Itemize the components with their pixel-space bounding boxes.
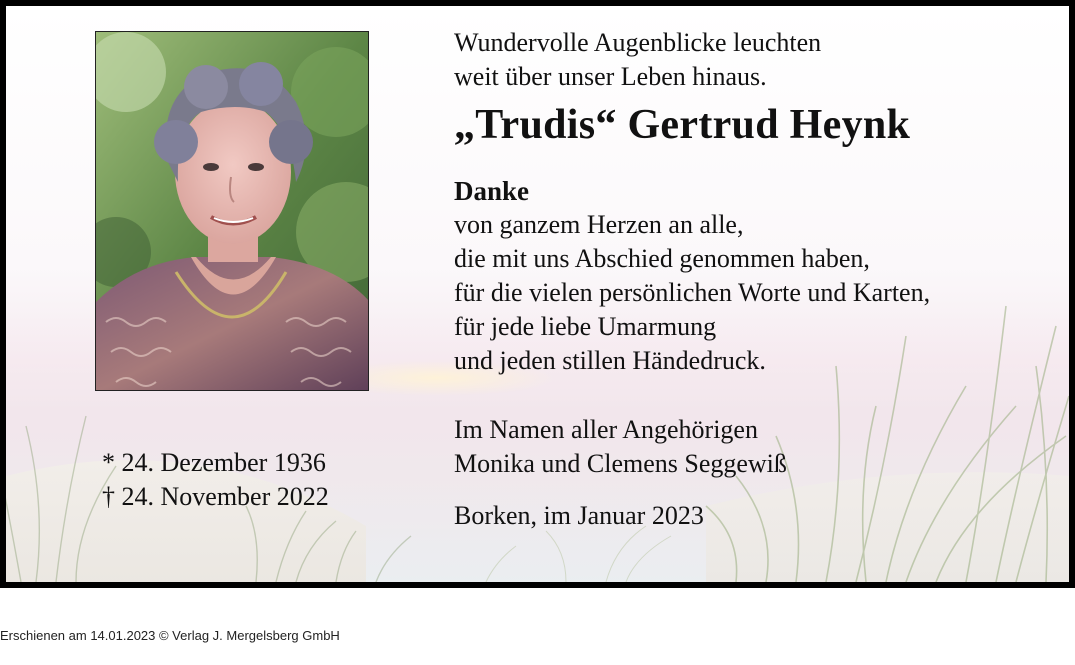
thanks-line: für jede liebe Umarmung	[454, 312, 717, 341]
motto-line: weit über unser Leben hinaus.	[454, 62, 767, 91]
place-date: Borken, im Januar 2023	[454, 501, 704, 530]
thanks-line: für die vielen persönlichen Worte und Karten,	[454, 278, 931, 307]
signature-names: Monika und Clemens Seggewiß	[454, 449, 787, 478]
motto-line: Wundervolle Augenblicke leuchten	[454, 28, 822, 57]
death-date: † 24. November 2022	[102, 482, 329, 511]
thanks-heading: Danke	[454, 176, 530, 206]
publication-note: Erschienen am 14.01.2023 © Verlag J. Mergelsberg GmbH	[0, 628, 340, 643]
life-dates	[102, 446, 329, 514]
signature-label: Im Namen aller Angehörigen	[454, 415, 758, 444]
thanks-line: die mit uns Abschied genommen haben,	[454, 244, 870, 273]
deceased-name: „Trudis“ Gertrud Heynk	[454, 102, 911, 148]
thanks-line: von ganzem Herzen an alle,	[454, 210, 744, 239]
birth-date: * 24. Dezember 1936	[102, 448, 326, 477]
thanks-line: und jeden stillen Händedruck.	[454, 346, 766, 375]
thanks-text	[454, 208, 1054, 378]
motto	[454, 26, 1054, 94]
notice-text-column	[454, 26, 1054, 533]
portrait-photo	[95, 31, 369, 391]
